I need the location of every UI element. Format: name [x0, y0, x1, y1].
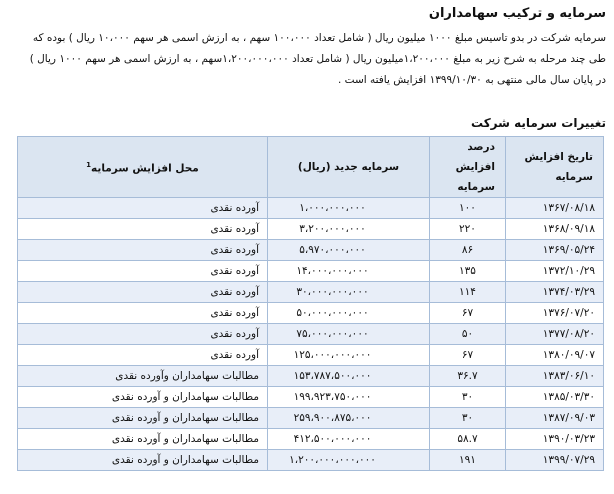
cell-capital: ۵۰،۰۰۰،۰۰۰،۰۰۰	[268, 303, 430, 324]
table-row	[18, 429, 604, 450]
table-row	[18, 198, 604, 219]
table-row	[18, 345, 604, 366]
cell-source: مطالبات سهامداران و آورده نقدی	[18, 450, 268, 471]
table-row	[18, 261, 604, 282]
cell-capital: ۱،۰۰۰،۰۰۰،۰۰۰	[268, 198, 430, 219]
cell-date: ۱۳۸۳/۰۶/۱۰	[506, 366, 604, 387]
table-row	[18, 324, 604, 345]
cell-capital: ۱۵۳،۷۸۷،۵۰۰،۰۰۰	[268, 366, 430, 387]
section-heading: سرمایه و ترکیب سهامداران	[428, 6, 606, 21]
cell-source: مطالبات سهامداران و آورده نقدی	[18, 387, 268, 408]
cell-capital: ۷۵،۰۰۰،۰۰۰،۰۰۰	[268, 324, 430, 345]
cell-source: مطالبات سهامداران وآورده نقدی	[18, 366, 268, 387]
cell-source: آورده نقدی	[18, 324, 268, 345]
cell-capital: ۴۱۲،۵۰۰،۰۰۰،۰۰۰	[268, 429, 430, 450]
cell-source: آورده نقدی	[18, 198, 268, 219]
table-row	[18, 303, 604, 324]
cell-source: مطالبات سهامداران و آورده نقدی	[18, 408, 268, 429]
cell-date: ۱۳۹۰/۰۳/۲۳	[506, 429, 604, 450]
table-row	[18, 219, 604, 240]
cell-date: ۱۳۷۷/۰۸/۲۰	[506, 324, 604, 345]
cell-percent: ۶۷	[430, 303, 506, 324]
cell-percent: ۳۰	[430, 387, 506, 408]
cell-date: ۱۳۶۷/۰۸/۱۸	[506, 198, 604, 219]
paragraph-line-1: سرمایه شرکت در بدو تاسیس مبلغ ۱۰۰۰ میلیون ریال ( شامل تعداد ۱۰۰،۰۰۰ سهم ، به ارزش اسمی هر سهم ۱۰،۰۰۰ ریال ) بوده که	[32, 32, 606, 44]
cell-percent: ۱۰۰	[430, 198, 506, 219]
cell-capital: ۳۰،۰۰۰،۰۰۰،۰۰۰	[268, 282, 430, 303]
cell-date: ۱۳۸۰/۰۹/۰۷	[506, 345, 604, 366]
cell-capital: ۵،۹۷۰،۰۰۰،۰۰۰	[268, 240, 430, 261]
header-date: تاریخ افزایش سرمایه	[506, 137, 604, 198]
cell-percent: ۶۷	[430, 345, 506, 366]
cell-date: ۱۳۸۵/۰۳/۳۰	[506, 387, 604, 408]
cell-capital: ۱،۲۰۰،۰۰۰،۰۰۰،۰۰۰	[268, 450, 430, 471]
cell-date: ۱۳۶۸/۰۹/۱۸	[506, 219, 604, 240]
cell-date: ۱۳۶۹/۰۵/۲۴	[506, 240, 604, 261]
cell-percent: ۵۸.۷	[430, 429, 506, 450]
cell-capital: ۱۲۵،۰۰۰،۰۰۰،۰۰۰	[268, 345, 430, 366]
cell-source: مطالبات سهامداران و آورده نقدی	[18, 429, 268, 450]
paragraph-line-3: در پایان سال مالی منتهی به ۱۳۹۹/۱۰/۳۰ افزایش یافته است .	[337, 74, 606, 86]
cell-source: آورده نقدی	[18, 345, 268, 366]
cell-date: ۱۳۷۲/۱۰/۲۹	[506, 261, 604, 282]
header-source-label: محل افزایش سرمایه	[91, 162, 199, 175]
table-row	[18, 240, 604, 261]
cell-source: آورده نقدی	[18, 261, 268, 282]
cell-percent: ۸۶	[430, 240, 506, 261]
cell-source: آورده نقدی	[18, 240, 268, 261]
cell-capital: ۱۴،۰۰۰،۰۰۰،۰۰۰	[268, 261, 430, 282]
table-row	[18, 366, 604, 387]
paragraph-line-2: طی چند مرحله به شرح زیر به مبلغ ۱،۲۰۰،۰۰۰میلیون ریال ( شامل تعداد ۱،۲۰۰،۰۰۰،۰۰۰سهم ، به ارزش اسمی هر سهم ۱۰۰۰ ریال )	[29, 53, 606, 65]
table-header-row	[18, 137, 604, 198]
cell-source: آورده نقدی	[18, 282, 268, 303]
table-title: تغییرات سرمایه شرکت	[471, 116, 606, 130]
cell-date: ۱۳۷۶/۰۷/۲۰	[506, 303, 604, 324]
cell-percent: ۳۰	[430, 408, 506, 429]
cell-capital: ۱۹۹،۹۲۳،۷۵۰،۰۰۰	[268, 387, 430, 408]
cell-source: آورده نقدی	[18, 303, 268, 324]
cell-percent: ۳۶.۷	[430, 366, 506, 387]
cell-percent: ۱۹۱	[430, 450, 506, 471]
cell-date: ۱۳۸۷/۰۹/۰۳	[506, 408, 604, 429]
header-percent: درصد افزایش سرمایه	[430, 137, 506, 198]
cell-capital: ۳،۲۰۰،۰۰۰،۰۰۰	[268, 219, 430, 240]
cell-date: ۱۳۹۹/۰۷/۲۹	[506, 450, 604, 471]
cell-percent: ۵۰	[430, 324, 506, 345]
cell-capital: ۲۵۹،۹۰۰،۸۷۵،۰۰۰	[268, 408, 430, 429]
table-row	[18, 408, 604, 429]
cell-percent: ۱۱۴	[430, 282, 506, 303]
header-source-footnote: 1	[86, 161, 92, 170]
table-row	[18, 282, 604, 303]
cell-date: ۱۳۷۴/۰۳/۲۹	[506, 282, 604, 303]
description-paragraph	[6, 28, 606, 91]
cell-source: آورده نقدی	[18, 219, 268, 240]
header-source	[18, 137, 268, 198]
table-row	[18, 450, 604, 471]
capital-changes-table	[17, 136, 604, 471]
cell-percent: ۲۲۰	[430, 219, 506, 240]
header-capital: سرمایه جدید (ریال)	[268, 137, 430, 198]
table-row	[18, 387, 604, 408]
cell-percent: ۱۳۵	[430, 261, 506, 282]
